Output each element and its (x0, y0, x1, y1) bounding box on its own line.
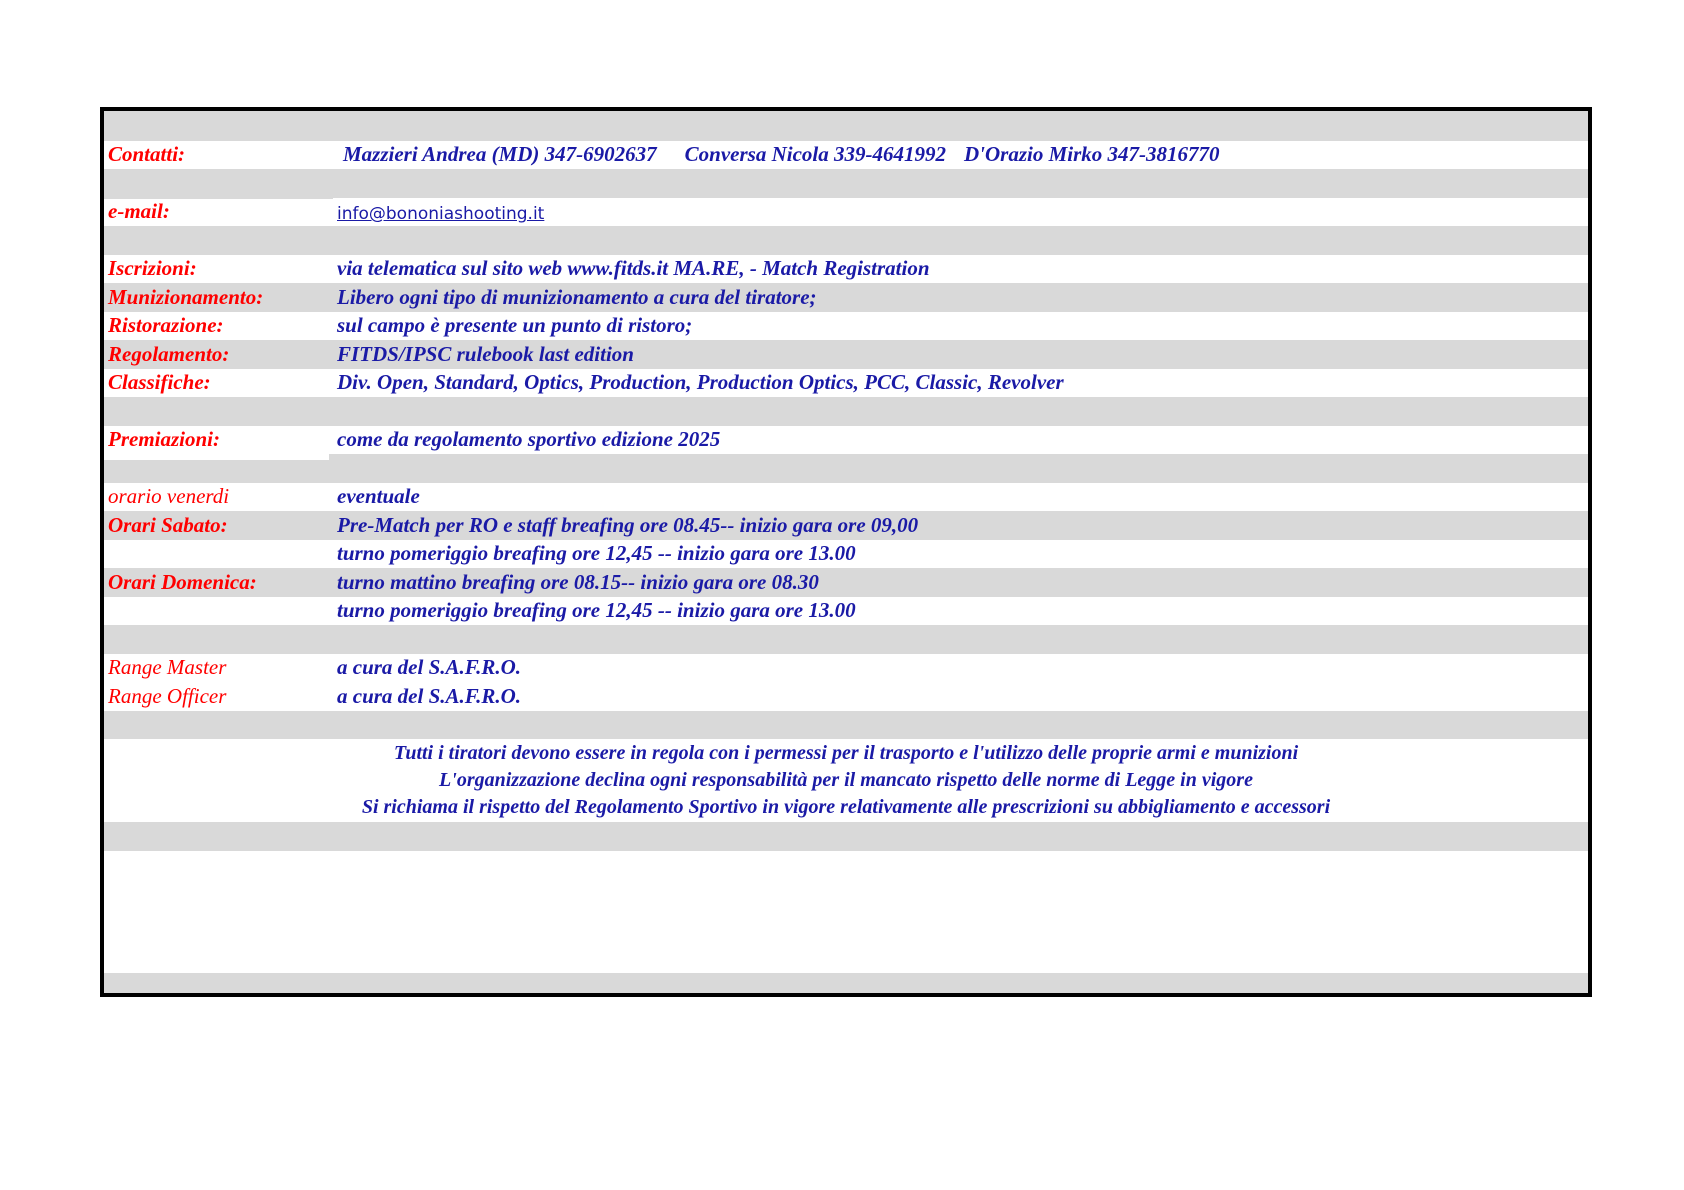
notes-block (104, 739, 1588, 823)
note-line-3: Si richiama il rispetto del Regolamento Sportivo in vigore relativamente alle prescrizioni su abbigliamento e accessori (361, 796, 1331, 818)
rankings-value: Div. Open, Standard, Optics, Production, Production Optics, PCC, Classic, Revolver (337, 370, 1064, 394)
ammunition-label: Munizionamento: (108, 285, 264, 309)
contact-person-1: Mazzieri Andrea (MD) 347-6902637 (343, 142, 657, 166)
band-row (104, 111, 1588, 141)
awards-value: come da regolamento sportivo edizione 2025 (337, 427, 721, 451)
ammunition-value: Libero ogni tipo di munizionamento a cura del tiratore; (337, 285, 817, 309)
schedule-sunday-label: Orari Domenica: (108, 570, 257, 594)
registration-value: via telematica sul sito web www.fitds.it MA.RE, - Match Registration (337, 256, 930, 280)
range-officer-label: Range Officer (108, 684, 227, 708)
contacts-label: Contatti: (108, 142, 186, 166)
range-officer-row (104, 682, 1588, 711)
band-row (104, 454, 1588, 483)
schedule-row-saturday (104, 511, 1588, 540)
schedule-row-saturday-afternoon (104, 540, 1588, 568)
rankings-row (104, 369, 1588, 397)
email-row (104, 198, 1588, 226)
catering-value: sul campo è presente un punto di ristoro; (337, 313, 693, 337)
blank-area (104, 851, 1588, 973)
email-label: e-mail: (104, 199, 333, 226)
schedule-row-sunday-afternoon (104, 597, 1588, 625)
rankings-label: Classifiche: (108, 370, 211, 394)
schedule-saturday-afternoon-value: turno pomeriggio breafing ore 12,45 -- inizio gara ore 13.00 (337, 541, 856, 565)
band-row (104, 625, 1588, 654)
band-row (104, 397, 1588, 426)
rules-row (104, 340, 1588, 369)
schedule-sunday-afternoon-value: turno pomeriggio breafing ore 12,45 -- inizio gara ore 13.00 (337, 598, 856, 622)
range-officer-value: a cura del S.A.F.R.O. (337, 684, 521, 708)
registration-label: Iscrizioni: (108, 256, 197, 280)
schedule-friday-value: eventuale (337, 484, 420, 508)
schedule-row-sunday (104, 568, 1588, 597)
contacts-row (104, 141, 1588, 169)
band-row (104, 822, 1588, 851)
contact-person-2: Conversa Nicola 339-4641992 (684, 142, 946, 166)
note-line-2: L'organizzazione declina ogni responsabilità per il mancato rispetto delle norme di Legge in vigore (439, 769, 1253, 791)
contact-person-3: D'Orazio Mirko 347-3816770 (963, 142, 1220, 166)
catering-label: Ristorazione: (108, 313, 224, 337)
range-master-value: a cura del S.A.F.R.O. (337, 655, 521, 679)
rules-value: FITDS/IPSC rulebook last edition (337, 342, 634, 366)
note-line-1: Tutti i tiratori devono essere in regola con i permessi per il trasporto e l'utilizzo delle proprie armi e munizioni (393, 742, 1299, 764)
range-master-label: Range Master (108, 655, 227, 679)
range-master-row (104, 654, 1588, 682)
email-link[interactable]: info@bononiashooting.it (337, 204, 545, 224)
band-row (104, 973, 1588, 997)
schedule-row-friday (104, 483, 1588, 511)
ammunition-row (104, 283, 1588, 312)
band-row (104, 226, 1588, 255)
catering-row (104, 312, 1588, 340)
email-cell (333, 198, 1588, 226)
band-row (104, 711, 1588, 739)
schedule-friday-label: orario venerdi (108, 484, 230, 508)
info-sheet (100, 107, 1592, 997)
schedule-saturday-label: Orari Sabato: (108, 513, 228, 537)
awards-label: Premiazioni: (108, 427, 221, 451)
registration-row (104, 255, 1588, 283)
rules-label: Regolamento: (108, 342, 230, 366)
schedule-saturday-value: Pre-Match per RO e staff breafing ore 08.45-- inizio gara ore 09,00 (337, 513, 919, 537)
awards-row (104, 426, 1588, 454)
schedule-sunday-value: turno mattino breafing ore 08.15-- inizio gara ore 08.30 (337, 570, 819, 594)
contacts-value (343, 142, 1220, 167)
band-row (104, 169, 1588, 198)
